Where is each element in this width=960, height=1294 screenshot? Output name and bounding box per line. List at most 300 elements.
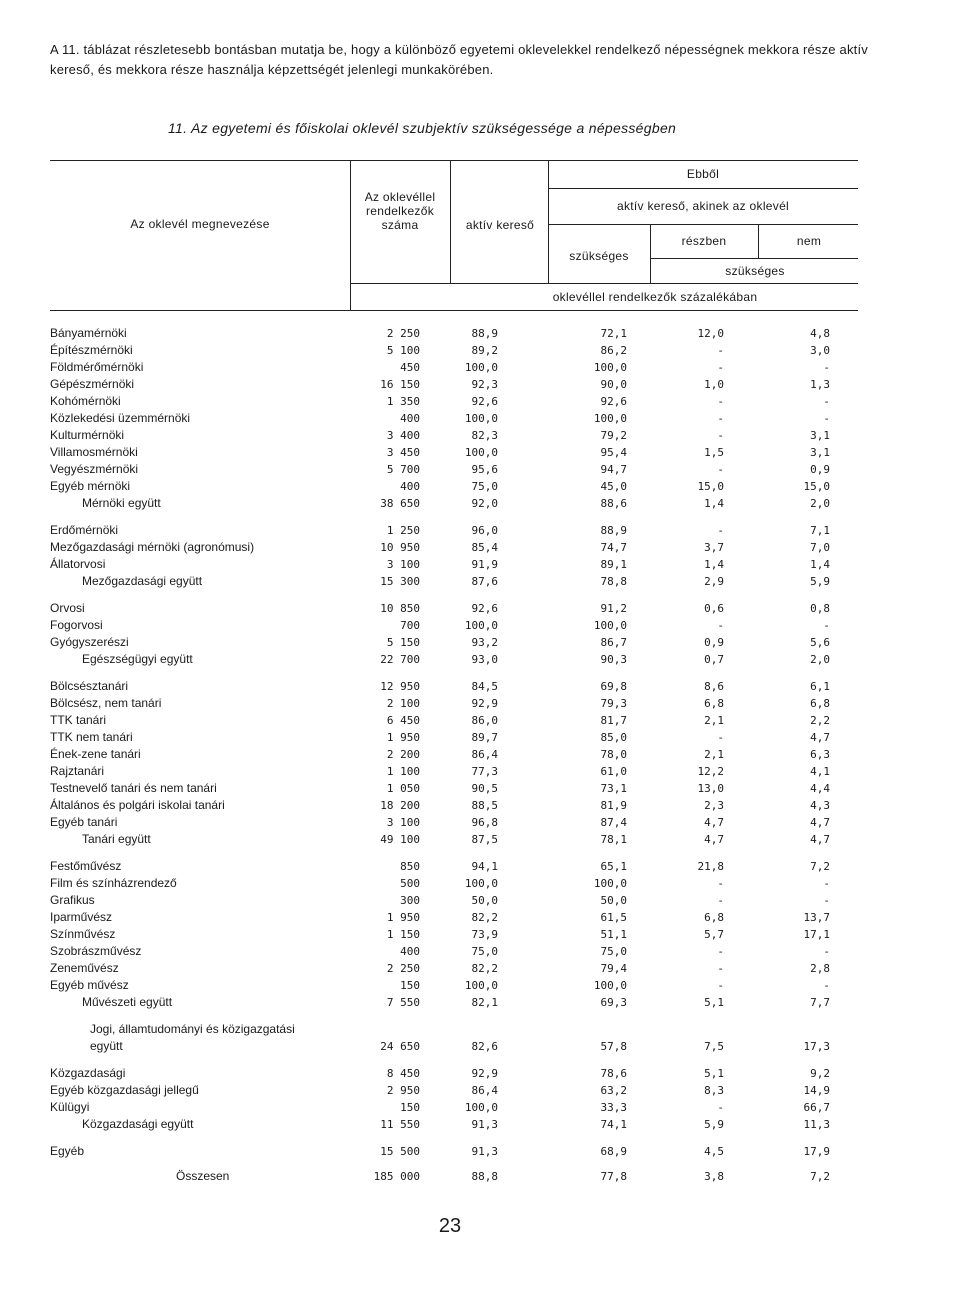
row-active: 100,0 — [464, 412, 498, 425]
row-not: - — [823, 877, 830, 890]
row-not: - — [823, 395, 830, 408]
row-count: 22 700 — [380, 653, 420, 666]
subtotal-row — [0, 651, 960, 668]
subtotal-row — [0, 1116, 960, 1133]
row-needed: 100,0 — [593, 979, 627, 992]
table-title: 11. Az egyetemi és főiskolai oklevél szubjektív szükségessége a népességben — [168, 120, 677, 136]
row-partly: 6,8 — [704, 911, 724, 924]
row-name: Iparművész — [50, 910, 113, 924]
row-count: 150 — [400, 979, 420, 992]
row-partly: - — [717, 412, 724, 425]
row-needed: 78,1 — [600, 833, 627, 846]
row-needed: 69,8 — [600, 680, 627, 693]
row-name: Kulturmérnöki — [50, 428, 125, 442]
row-count: 10 850 — [380, 602, 420, 615]
row-name: Mérnöki együtt — [82, 496, 161, 510]
row-not: 7,1 — [810, 524, 830, 537]
row-partly: 15,0 — [697, 480, 724, 493]
row-partly: - — [717, 619, 724, 632]
header-active-whose: aktív kereső, akinek az oklevél — [616, 199, 790, 213]
row-not: 1,4 — [810, 558, 830, 571]
row-partly: 12,2 — [697, 765, 724, 778]
row-count: 2 100 — [386, 697, 420, 710]
row-needed: 89,1 — [600, 558, 627, 571]
row-not: 3,0 — [810, 344, 830, 357]
table-row — [0, 875, 960, 892]
row-partly: 0,6 — [704, 602, 724, 615]
row-count: 300 — [400, 894, 420, 907]
row-needed: 90,0 — [600, 378, 627, 391]
row-active: 88,9 — [471, 327, 498, 340]
row-needed: 94,7 — [600, 463, 627, 476]
row-name: Vegyészmérnöki — [50, 462, 139, 476]
row-needed: 88,6 — [600, 497, 627, 510]
row-not: - — [823, 412, 830, 425]
row-active: 82,2 — [471, 911, 498, 924]
row-active: 88,5 — [471, 799, 498, 812]
row-not: 17,9 — [803, 1145, 830, 1158]
row-count: 49 100 — [380, 833, 420, 846]
row-not: - — [823, 979, 830, 992]
row-not: 66,7 — [803, 1101, 830, 1114]
row-partly: 3,7 — [704, 541, 724, 554]
table-row — [0, 376, 960, 393]
row-count: 11 550 — [380, 1118, 420, 1131]
row-active: 50,0 — [471, 894, 498, 907]
total-row — [0, 1168, 960, 1185]
row-active: 96,8 — [471, 816, 498, 829]
row-not: 5,9 — [810, 575, 830, 588]
row-count: 700 — [400, 619, 420, 632]
row-partly: 6,8 — [704, 697, 724, 710]
row-not: 5,6 — [810, 636, 830, 649]
row-needed: 86,7 — [600, 636, 627, 649]
subtotal-row — [0, 994, 960, 1011]
row-partly: 1,0 — [704, 378, 724, 391]
row-partly: - — [717, 1101, 724, 1114]
row-name: Bányamérnöki — [50, 326, 127, 340]
row-needed: 63,2 — [600, 1084, 627, 1097]
row-name: Bölcsésztanári — [50, 679, 129, 693]
table-row — [0, 678, 960, 695]
row-partly: 4,7 — [704, 833, 724, 846]
row-count: 1 350 — [386, 395, 420, 408]
row-active: 94,1 — [471, 860, 498, 873]
header-needed-2: szükséges — [725, 264, 785, 278]
row-needed: 74,7 — [600, 541, 627, 554]
row-name: Ének-zene tanári — [50, 747, 141, 761]
row-name: Testnevelő tanári és nem tanári — [50, 781, 217, 795]
row-name: Egészségügyi együtt — [82, 652, 193, 666]
total-count: 185 000 — [373, 1170, 420, 1183]
row-count: 1 950 — [386, 911, 420, 924]
row-name: Villamosmérnöki — [50, 445, 138, 459]
row-active: 87,5 — [471, 833, 498, 846]
row-not: 4,3 — [810, 799, 830, 812]
row-not: - — [823, 361, 830, 374]
row-active: 90,5 — [471, 782, 498, 795]
row-name: Szobrászművész — [50, 944, 142, 958]
table-row — [0, 393, 960, 410]
row-partly: 4,5 — [704, 1145, 724, 1158]
row-partly: - — [717, 945, 724, 958]
row-active: 87,6 — [471, 575, 498, 588]
row-not: 14,9 — [803, 1084, 830, 1097]
row-partly: - — [717, 524, 724, 537]
row-partly: 21,8 — [697, 860, 724, 873]
row-needed: 45,0 — [600, 480, 627, 493]
row-active: 92,3 — [471, 378, 498, 391]
row-name: Földmérőmérnöki — [50, 360, 144, 374]
row-not: 13,7 — [803, 911, 830, 924]
row-partly: - — [717, 344, 724, 357]
row-not: 7,7 — [810, 996, 830, 1009]
row-active: 82,6 — [471, 1040, 498, 1053]
row-active: 100,0 — [464, 361, 498, 374]
row-name: Egyéb művész — [50, 978, 129, 992]
row-active: 95,6 — [471, 463, 498, 476]
row-name: Erdőmérnöki — [50, 523, 119, 537]
row-count: 3 100 — [386, 558, 420, 571]
row-needed: 100,0 — [593, 619, 627, 632]
table-row — [0, 695, 960, 712]
row-needed: 78,0 — [600, 748, 627, 761]
row-name: Közgazdasági együtt — [82, 1117, 194, 1131]
subtotal-row — [0, 495, 960, 512]
table-row — [0, 909, 960, 926]
row-name: Bölcsész, nem tanári — [50, 696, 162, 710]
row-name: TTK nem tanári — [50, 730, 133, 744]
table-row — [0, 410, 960, 427]
row-partly: 0,9 — [704, 636, 724, 649]
table-row — [0, 746, 960, 763]
row-partly: 8,3 — [704, 1084, 724, 1097]
row-needed: 51,1 — [600, 928, 627, 941]
row-needed: 81,7 — [600, 714, 627, 727]
header-name: Az oklevél megnevezése — [130, 217, 270, 231]
row-count: 400 — [400, 412, 420, 425]
row-partly: - — [717, 979, 724, 992]
row-not: 4,7 — [810, 731, 830, 744]
table-row — [0, 478, 960, 495]
row-not: 0,9 — [810, 463, 830, 476]
row-count: 3 100 — [386, 816, 420, 829]
row-count: 500 — [400, 877, 420, 890]
table-row — [0, 960, 960, 977]
subtotal-row — [0, 831, 960, 848]
row-needed: 100,0 — [593, 412, 627, 425]
row-not: 6,8 — [810, 697, 830, 710]
row-needed: 90,3 — [600, 653, 627, 666]
row-active: 73,9 — [471, 928, 498, 941]
table-row — [0, 1143, 960, 1160]
table-row — [0, 729, 960, 746]
row-name: Állatorvosi — [50, 557, 106, 571]
row-name: Jogi, államtudományi és közigazgatási együtt — [90, 1022, 295, 1053]
row-not: 4,8 — [810, 327, 830, 340]
row-name: Mezőgazdasági mérnöki (agronómusi) — [50, 540, 255, 554]
row-needed: 33,3 — [600, 1101, 627, 1114]
table-row — [0, 1065, 960, 1082]
row-partly: - — [717, 395, 724, 408]
row-active: 91,9 — [471, 558, 498, 571]
table-row — [0, 600, 960, 617]
row-partly: - — [717, 361, 724, 374]
row-needed: 79,4 — [600, 962, 627, 975]
row-partly: 7,5 — [704, 1040, 724, 1053]
table-row — [0, 926, 960, 943]
row-active: 100,0 — [464, 446, 498, 459]
row-needed: 81,9 — [600, 799, 627, 812]
row-active: 82,2 — [471, 962, 498, 975]
row-partly: 4,7 — [704, 816, 724, 829]
row-name: Gyógyszerészi — [50, 635, 129, 649]
total-partly: 3,8 — [704, 1170, 724, 1183]
row-active: 82,1 — [471, 996, 498, 1009]
row-name: Mezőgazdasági együtt — [82, 574, 203, 588]
row-active: 91,3 — [471, 1145, 498, 1158]
table-row — [0, 359, 960, 376]
row-not: 4,4 — [810, 782, 830, 795]
row-count: 15 300 — [380, 575, 420, 588]
row-name: Tanári együtt — [82, 832, 151, 846]
row-partly: 5,9 — [704, 1118, 724, 1131]
row-partly: 5,1 — [704, 1067, 724, 1080]
page-number: 23 — [438, 1215, 462, 1237]
row-needed: 75,0 — [600, 945, 627, 958]
row-needed: 79,2 — [600, 429, 627, 442]
row-needed: 79,3 — [600, 697, 627, 710]
row-not: 3,1 — [810, 429, 830, 442]
row-partly: - — [717, 429, 724, 442]
row-not: 9,2 — [810, 1067, 830, 1080]
row-name: Általános és polgári iskolai tanári — [50, 798, 225, 812]
row-name: Közgazdasági — [50, 1066, 126, 1080]
row-partly: 13,0 — [697, 782, 724, 795]
row-needed: 92,6 — [600, 395, 627, 408]
row-count: 5 150 — [386, 636, 420, 649]
table-row — [0, 814, 960, 831]
row-active: 84,5 — [471, 680, 498, 693]
row-count: 5 100 — [386, 344, 420, 357]
header-partly: részben — [681, 234, 727, 248]
row-count: 7 550 — [386, 996, 420, 1009]
row-count: 3 450 — [386, 446, 420, 459]
table-row — [0, 943, 960, 960]
total-active: 88,8 — [471, 1170, 498, 1183]
row-name: Film és színházrendező — [50, 876, 177, 890]
row-partly: - — [717, 731, 724, 744]
row-name: Grafikus — [50, 893, 95, 907]
row-count: 1 100 — [386, 765, 420, 778]
row-count: 6 450 — [386, 714, 420, 727]
total-not: 7,2 — [810, 1170, 830, 1183]
row-name: Művészeti együtt — [82, 995, 173, 1009]
row-needed: 91,2 — [600, 602, 627, 615]
row-needed: 88,9 — [600, 524, 627, 537]
row-partly: - — [717, 877, 724, 890]
row-count: 3 400 — [386, 429, 420, 442]
table-row — [0, 342, 960, 359]
row-not: 4,7 — [810, 833, 830, 846]
row-needed: 57,8 — [600, 1040, 627, 1053]
row-count: 10 950 — [380, 541, 420, 554]
table-row — [0, 1099, 960, 1116]
row-active: 82,3 — [471, 429, 498, 442]
row-count: 1 050 — [386, 782, 420, 795]
row-partly: 8,6 — [704, 680, 724, 693]
row-not: 6,3 — [810, 748, 830, 761]
row-name: Fogorvosi — [50, 618, 103, 632]
row-name: Zeneművész — [50, 961, 119, 975]
row-active: 96,0 — [471, 524, 498, 537]
table-row — [0, 712, 960, 729]
row-count: 16 150 — [380, 378, 420, 391]
row-not: 2,0 — [810, 497, 830, 510]
row-active: 89,2 — [471, 344, 498, 357]
row-active: 92,9 — [471, 1067, 498, 1080]
row-active: 100,0 — [464, 979, 498, 992]
row-not: 0,8 — [810, 602, 830, 615]
row-name: Egyéb — [50, 1144, 85, 1158]
table-row — [0, 797, 960, 814]
row-active: 89,7 — [471, 731, 498, 744]
row-count: 850 — [400, 860, 420, 873]
row-count: 2 250 — [386, 962, 420, 975]
row-not: 2,2 — [810, 714, 830, 727]
table-row — [0, 634, 960, 651]
table-row — [0, 325, 960, 342]
row-active: 100,0 — [464, 1101, 498, 1114]
row-count: 2 250 — [386, 327, 420, 340]
row-active: 75,0 — [471, 945, 498, 958]
row-active: 100,0 — [464, 619, 498, 632]
row-partly: 1,5 — [704, 446, 724, 459]
table-row — [0, 1082, 960, 1099]
row-partly: 5,1 — [704, 996, 724, 1009]
row-partly: 2,3 — [704, 799, 724, 812]
subtotal-row — [0, 573, 960, 590]
row-active: 86,4 — [471, 1084, 498, 1097]
row-active: 92,6 — [471, 602, 498, 615]
row-needed: 61,5 — [600, 911, 627, 924]
row-name: Színművész — [50, 927, 116, 941]
header-of-which: Ebből — [686, 167, 720, 181]
row-not: 4,7 — [810, 816, 830, 829]
row-not: - — [823, 619, 830, 632]
table-row — [0, 1021, 960, 1055]
table-row — [0, 539, 960, 556]
row-count: 150 — [400, 1101, 420, 1114]
row-active: 91,3 — [471, 1118, 498, 1131]
row-partly: - — [717, 463, 724, 476]
row-count: 5 700 — [386, 463, 420, 476]
row-active: 86,0 — [471, 714, 498, 727]
row-count: 2 950 — [386, 1084, 420, 1097]
row-needed: 50,0 — [600, 894, 627, 907]
row-not: - — [823, 945, 830, 958]
row-active: 92,0 — [471, 497, 498, 510]
table-row — [0, 977, 960, 994]
row-not: 7,0 — [810, 541, 830, 554]
row-count: 1 250 — [386, 524, 420, 537]
row-active: 86,4 — [471, 748, 498, 761]
row-partly: - — [717, 894, 724, 907]
row-name: TTK tanári — [50, 713, 107, 727]
row-not: 15,0 — [803, 480, 830, 493]
row-needed: 78,6 — [600, 1067, 627, 1080]
row-active: 75,0 — [471, 480, 498, 493]
row-partly: - — [717, 962, 724, 975]
row-partly: 2,1 — [704, 748, 724, 761]
row-count: 15 500 — [380, 1145, 420, 1158]
table-row — [0, 858, 960, 875]
table-row — [0, 444, 960, 461]
row-name: Közlekedési üzemmérnöki — [50, 411, 191, 425]
row-needed: 68,9 — [600, 1145, 627, 1158]
row-needed: 61,0 — [600, 765, 627, 778]
row-needed: 74,1 — [600, 1118, 627, 1131]
row-count: 18 200 — [380, 799, 420, 812]
row-count: 1 150 — [386, 928, 420, 941]
table-row — [0, 427, 960, 444]
row-not: - — [823, 894, 830, 907]
row-partly: 1,4 — [704, 497, 724, 510]
row-not: 3,1 — [810, 446, 830, 459]
row-not: 7,2 — [810, 860, 830, 873]
row-needed: 100,0 — [593, 361, 627, 374]
row-name: Egyéb közgazdasági jellegű — [50, 1083, 199, 1097]
row-partly: 0,7 — [704, 653, 724, 666]
row-name: Festőművész — [50, 859, 122, 873]
row-name: Orvosi — [50, 601, 85, 615]
total-label: Összesen — [176, 1169, 230, 1183]
row-active: 77,3 — [471, 765, 498, 778]
row-count: 8 450 — [386, 1067, 420, 1080]
row-not: 1,3 — [810, 378, 830, 391]
row-count: 12 950 — [380, 680, 420, 693]
table-row — [0, 780, 960, 797]
header-percent-note: oklevéllel rendelkezők százalékában — [552, 290, 758, 304]
row-needed: 72,1 — [600, 327, 627, 340]
row-count: 400 — [400, 945, 420, 958]
intro-paragraph: A 11. táblázat részletesebb bontásban mutatja be, hogy a különböző egyetemi oklevelekkel rendelkező népességnek mekkora része aktív kereső, és mekkora része használja képzettségét jelenlegi munkakörében. — [50, 42, 868, 77]
row-partly: 2,1 — [704, 714, 724, 727]
row-count: 400 — [400, 480, 420, 493]
row-count: 1 950 — [386, 731, 420, 744]
row-not: 17,3 — [803, 1040, 830, 1053]
row-partly: 5,7 — [704, 928, 724, 941]
row-active: 100,0 — [464, 877, 498, 890]
table-row — [0, 892, 960, 909]
row-not: 17,1 — [803, 928, 830, 941]
header-active: aktív kereső — [465, 218, 535, 232]
row-needed: 69,3 — [600, 996, 627, 1009]
row-not: 2,8 — [810, 962, 830, 975]
row-active: 92,6 — [471, 395, 498, 408]
table-row — [0, 461, 960, 478]
row-active: 85,4 — [471, 541, 498, 554]
row-partly: 1,4 — [704, 558, 724, 571]
row-count: 38 650 — [380, 497, 420, 510]
header-not: nem — [796, 234, 822, 248]
row-needed: 73,1 — [600, 782, 627, 795]
row-needed: 100,0 — [593, 877, 627, 890]
row-count: 450 — [400, 361, 420, 374]
row-needed: 78,8 — [600, 575, 627, 588]
row-name: Egyéb tanári — [50, 815, 118, 829]
row-needed: 65,1 — [600, 860, 627, 873]
